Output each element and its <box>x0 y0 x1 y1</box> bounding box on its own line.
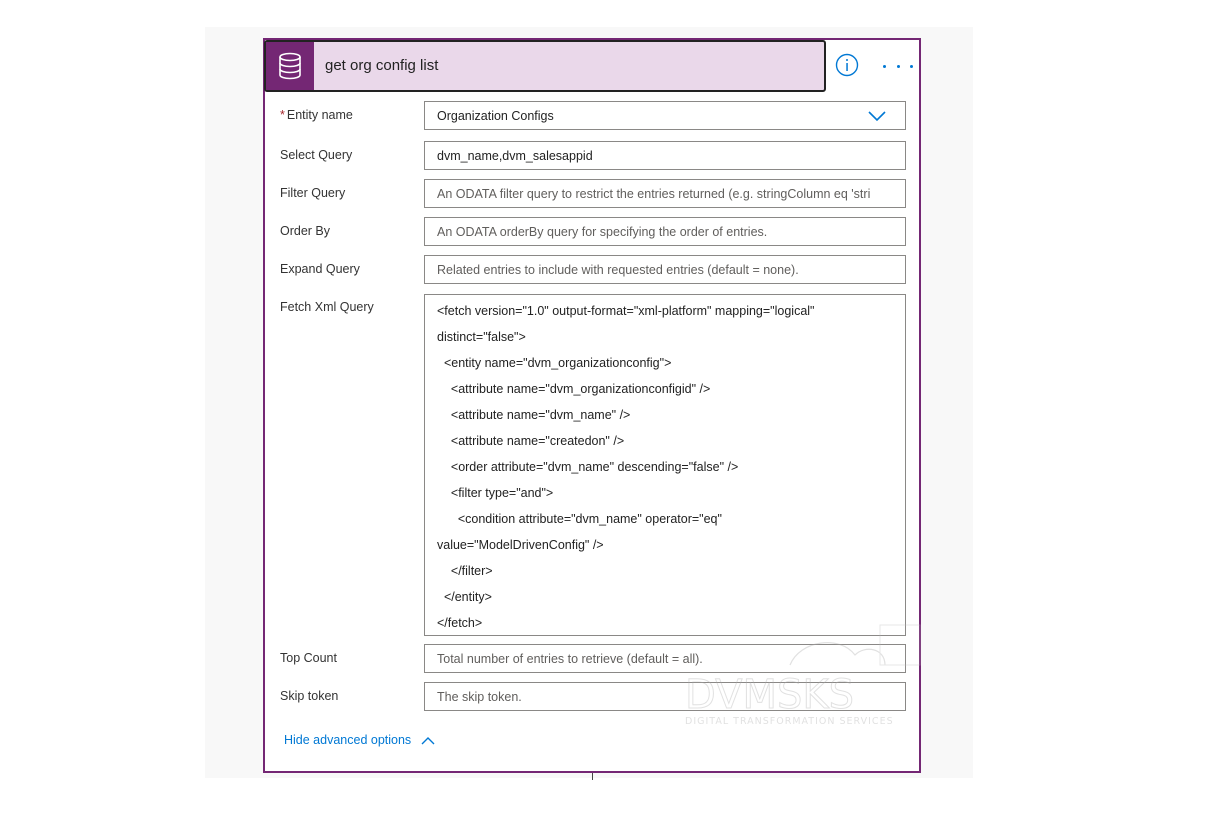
expand-query-label: Expand Query <box>280 262 360 276</box>
hide-advanced-options-label: Hide advanced options <box>284 733 412 747</box>
xml-line: <entity name="dvm_organizationconfig"> <box>437 356 672 370</box>
hide-advanced-options-link[interactable] <box>284 733 435 747</box>
xml-line: <attribute name="dvm_organizationconfigid" /> <box>437 382 711 396</box>
xml-line: </entity> <box>437 590 492 604</box>
order-by-input[interactable]: An ODATA orderBy query for specifying the order of entries. <box>424 217 906 246</box>
xml-line: <order attribute="dvm_name" descending="false" /> <box>437 460 739 474</box>
action-title[interactable]: get org config list <box>325 57 439 74</box>
database-icon <box>266 42 314 90</box>
filter-query-label: Filter Query <box>280 186 346 200</box>
watermark-brand: DVMSKS <box>685 672 854 718</box>
xml-line: <fetch version="1.0" output-format="xml-platform" mapping="logical" <box>437 304 815 318</box>
watermark-logo <box>680 620 930 730</box>
xml-line: <attribute name="dvm_name" /> <box>437 408 631 422</box>
action-card-header[interactable] <box>264 40 826 92</box>
skip-token-label: Skip token <box>280 689 339 703</box>
fetch-xml-textarea[interactable] <box>424 294 906 636</box>
info-icon[interactable] <box>835 53 859 77</box>
dot-icon <box>897 65 900 68</box>
xml-line: distinct="false"> <box>437 330 526 344</box>
skip-token-input[interactable]: The skip token. <box>424 682 906 711</box>
entity-name-label: * Entity name <box>280 108 353 122</box>
xml-line: <attribute name="createdon" /> <box>437 434 625 448</box>
xml-line: </fetch> <box>437 616 483 630</box>
top-count-input[interactable]: Total number of entries to retrieve (default = all). <box>424 644 906 673</box>
order-by-label: Order By <box>280 224 331 238</box>
xml-line: </filter> <box>437 564 493 578</box>
required-marker: * <box>280 108 285 122</box>
entity-name-value: Organization Configs <box>437 108 554 123</box>
entity-name-dropdown[interactable] <box>424 101 906 130</box>
chevron-down-icon <box>867 110 887 122</box>
select-query-input[interactable]: dvm_name,dvm_salesappid <box>424 141 906 170</box>
filter-query-input[interactable]: An ODATA filter query to restrict the entries returned (e.g. stringColumn eq 'stri <box>424 179 906 208</box>
xml-line: <filter type="and"> <box>437 486 554 500</box>
chevron-up-icon <box>421 736 435 745</box>
fetch-xml-label: Fetch Xml Query <box>280 300 374 314</box>
dot-icon <box>910 65 913 68</box>
dot-icon <box>883 65 886 68</box>
top-count-label: Top Count <box>280 651 337 665</box>
watermark-tagline: DIGITAL TRANSFORMATION SERVICES <box>685 716 894 727</box>
expand-query-input[interactable]: Related entries to include with requested entries (default = none). <box>424 255 906 284</box>
xml-line: <condition attribute="dvm_name" operator="eq" <box>437 512 722 526</box>
xml-line: value="ModelDrivenConfig" /> <box>437 538 604 552</box>
select-query-label: Select Query <box>280 148 353 162</box>
more-options-button[interactable] <box>883 56 913 76</box>
